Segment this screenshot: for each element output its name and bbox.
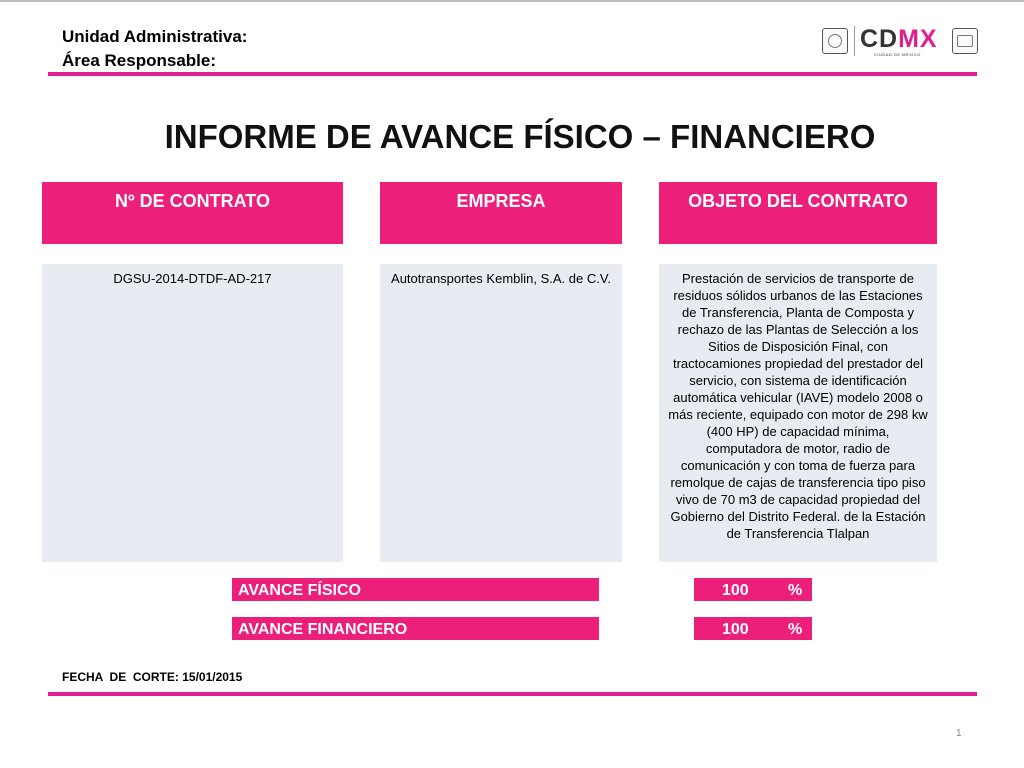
contract-object-value: Prestación de servicios de transporte de residuos sólidos urbanos de las Estaciones de Transferencia, Planta de Composta y rechazo de las Plantas de Selección a los Sitios de Disposición Final, con tractocamiones propiedad del prestador del servicio, con sistema de identificación automática vehicular (IAVE) modelo 2008 o más reciente, equipado con motor de 298 kw (400 HP) de capacidad mínima, computadora de motor, radio de comunicación y con toma de fuerza para remolque de cajas de transferencia tipo piso vivo de 70 m3 de capacidad propiedad del Gobierno del Distrito Federal. de la Estación de Transferencia Tlalpan: [659, 264, 937, 562]
avance-financiero-value: [694, 617, 812, 640]
page-number: 1: [956, 728, 962, 739]
fecha-de-corte: FECHA DE CORTE: 15/01/2015: [62, 670, 243, 684]
avance-financiero-unit: %: [788, 621, 803, 638]
avance-fisico-number: 100: [722, 582, 749, 599]
header-labels: [62, 25, 247, 73]
cdmx-logo: [860, 25, 938, 53]
top-border: [0, 0, 1024, 2]
avance-fisico-value: [694, 578, 812, 601]
avance-fisico-unit: %: [788, 582, 803, 599]
logo-divider: [854, 26, 855, 56]
unidad-administrativa-label: Unidad Administrativa:: [62, 27, 248, 46]
page-title: INFORME DE AVANCE FÍSICO – FINANCIERO: [164, 118, 876, 155]
avance-financiero-number: 100: [722, 621, 749, 638]
agency-seal-icon: [952, 28, 978, 54]
logo-group: [822, 24, 982, 58]
cdmx-logo-subtitle: CIUDAD DE MÉXICO: [874, 52, 921, 57]
cdmx-logo-cd: CD: [860, 25, 899, 53]
contract-number-value: DGSU-2014-DTDF-AD-217: [42, 264, 343, 562]
cdmx-logo-mx: MX: [898, 25, 938, 53]
footer-divider: [48, 692, 977, 696]
company-header: EMPRESA: [380, 182, 622, 244]
company-value: Autotransportes Kemblin, S.A. de C.V.: [380, 264, 622, 562]
avance-fisico-label: AVANCE FÍSICO: [232, 578, 599, 601]
coat-of-arms-icon: [822, 28, 848, 54]
avance-financiero-label: AVANCE FINANCIERO: [232, 617, 599, 640]
header-divider: [48, 72, 977, 76]
area-responsable-label: Área Responsable:: [62, 51, 216, 70]
contract-number-header: Nº DE CONTRATO: [42, 182, 343, 244]
contract-object-header: OBJETO DEL CONTRATO: [659, 182, 937, 244]
